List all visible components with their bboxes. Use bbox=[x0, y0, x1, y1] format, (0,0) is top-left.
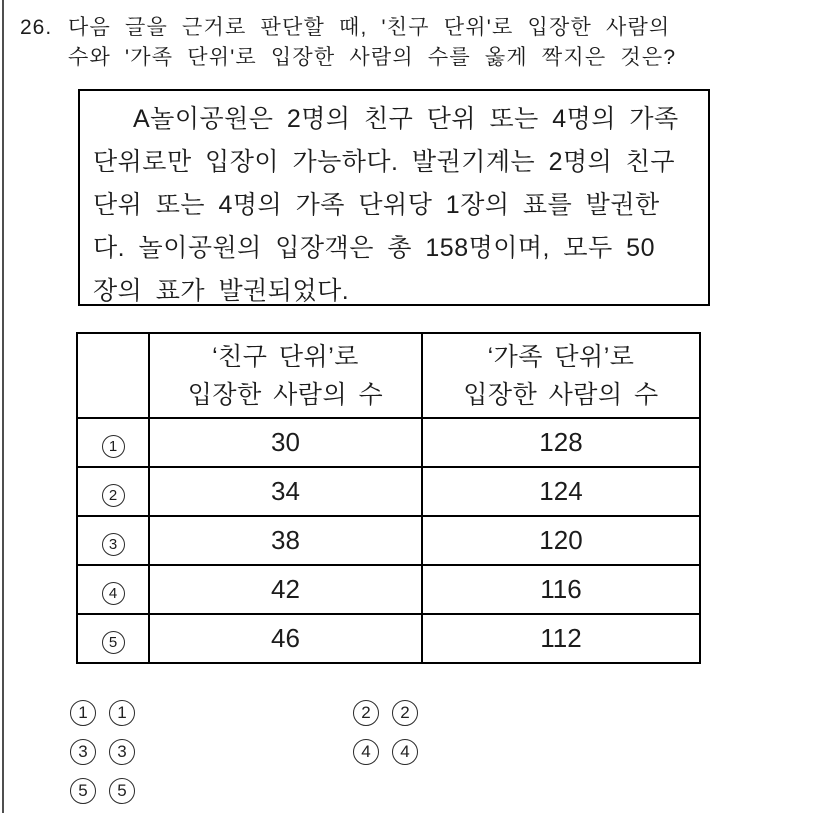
table-header-family-line2: 입장한 사람의 수 bbox=[463, 380, 659, 409]
option-value-circle: 4 bbox=[392, 739, 418, 765]
answer-table bbox=[76, 332, 701, 664]
question-number: 26. bbox=[20, 16, 53, 39]
option-button-4[interactable] bbox=[353, 739, 418, 765]
family-count-cell: 116 bbox=[422, 565, 700, 614]
option-button-5[interactable] bbox=[70, 778, 135, 804]
passage-line: 장의 표가 발권되었다. bbox=[93, 277, 350, 305]
option-value-circle: 3 bbox=[109, 739, 135, 765]
table-row bbox=[77, 418, 700, 467]
option-label-circle: 4 bbox=[353, 739, 379, 765]
option-button-2[interactable] bbox=[353, 700, 418, 726]
choice-number-cell bbox=[77, 467, 149, 516]
table-row bbox=[77, 467, 700, 516]
family-count-cell: 112 bbox=[422, 614, 700, 663]
question-text bbox=[68, 13, 676, 73]
option-label-circle: 2 bbox=[353, 700, 379, 726]
question-line-2: 수와 '가족 단위'로 입장한 사람의 수를 옳게 짝지은 것은? bbox=[68, 46, 677, 69]
friend-count-cell: 46 bbox=[149, 614, 422, 663]
choice-number-cell bbox=[77, 418, 149, 467]
circled-digit: 1 bbox=[102, 435, 125, 458]
option-button-1[interactable] bbox=[70, 700, 135, 726]
passage-line: 단위 또는 4명의 가족 단위당 1장의 표를 발권한 bbox=[93, 191, 660, 219]
choice-number-cell bbox=[77, 565, 149, 614]
option-value-circle: 2 bbox=[392, 700, 418, 726]
table-header-friend bbox=[149, 333, 422, 418]
passage-line: A놀이공원은 2명의 친구 단위 또는 4명의 가족 bbox=[133, 105, 679, 133]
friend-count-cell: 30 bbox=[149, 418, 422, 467]
family-count-cell: 124 bbox=[422, 467, 700, 516]
option-label-circle: 5 bbox=[70, 778, 96, 804]
table-header-empty bbox=[77, 333, 149, 418]
family-count-cell: 128 bbox=[422, 418, 700, 467]
table-header-row bbox=[77, 333, 700, 418]
option-value-circle: 5 bbox=[109, 778, 135, 804]
choice-number-cell bbox=[77, 614, 149, 663]
question-line-1: 다음 글을 근거로 판단할 때, '친구 단위'로 입장한 사람의 bbox=[68, 16, 671, 39]
friend-count-cell: 34 bbox=[149, 467, 422, 516]
option-value-circle: 1 bbox=[109, 700, 135, 726]
circled-digit: 3 bbox=[102, 533, 125, 556]
table-row bbox=[77, 516, 700, 565]
circled-digit: 2 bbox=[102, 484, 125, 507]
circled-digit: 5 bbox=[102, 631, 125, 654]
table-header-friend-line2: 입장한 사람의 수 bbox=[187, 380, 384, 409]
question bbox=[20, 13, 806, 73]
table-row bbox=[77, 614, 700, 663]
friend-count-cell: 42 bbox=[149, 565, 422, 614]
option-label-circle: 3 bbox=[70, 739, 96, 765]
family-count-cell: 120 bbox=[422, 516, 700, 565]
passage-line: 다. 놀이공원의 입장객은 총 158명이며, 모두 50 bbox=[93, 234, 655, 262]
passage-box bbox=[78, 89, 710, 306]
choice-number-cell bbox=[77, 516, 149, 565]
option-label-circle: 1 bbox=[70, 700, 96, 726]
page-edge-line bbox=[2, 0, 4, 813]
table-header-friend-line1: ‘친구 단위’로 bbox=[212, 342, 359, 371]
table-header-family-line1: ‘가족 단위’로 bbox=[487, 342, 635, 371]
table-header-family bbox=[422, 333, 700, 418]
passage-line: 단위로만 입장이 가능하다. 발권기계는 2명의 친구 bbox=[93, 148, 676, 176]
table-row bbox=[77, 565, 700, 614]
option-button-3[interactable] bbox=[70, 739, 135, 765]
friend-count-cell: 38 bbox=[149, 516, 422, 565]
circled-digit: 4 bbox=[102, 582, 125, 605]
